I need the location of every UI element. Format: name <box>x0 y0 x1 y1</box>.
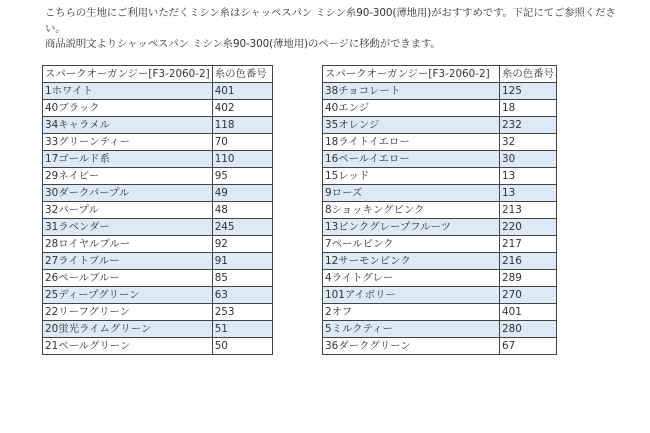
table-row <box>43 219 273 236</box>
thread-number-cell: 245 <box>212 219 272 236</box>
table-row <box>323 304 557 321</box>
color-name-cell: 31ラベンダー <box>43 219 213 236</box>
header-thread-number: 糸の色番号 <box>212 66 272 83</box>
header-product: スパークオーガンジー[F3-2060-2] <box>323 66 500 83</box>
intro-line-2: 商品説明文よりシャッペスパン ミシン糸90-300(薄地用)のページに移動ができます。 <box>45 38 441 50</box>
table-row <box>323 100 557 117</box>
thread-number-cell: 13 <box>500 185 557 202</box>
intro-line-1: こちらの生地にご利用いただくミシン糸はシャッペスパン ミシン糸90-300(薄地用)がおすすめです。下記にてご参照ください。 <box>45 7 616 35</box>
table-row <box>323 338 557 355</box>
color-name-cell: 9ローズ <box>323 185 500 202</box>
thread-number-cell: 232 <box>500 117 557 134</box>
table-row <box>43 270 273 287</box>
color-name-cell: 35オレンジ <box>323 117 500 134</box>
color-name-cell: 12サーモンピンク <box>323 253 500 270</box>
color-name-cell: 30ダークパープル <box>43 185 213 202</box>
thread-number-cell: 270 <box>500 287 557 304</box>
table-row <box>323 83 557 100</box>
table-row <box>43 321 273 338</box>
table-header-row <box>43 66 273 83</box>
table-row <box>43 134 273 151</box>
table-row <box>43 151 273 168</box>
table-row <box>323 270 557 287</box>
color-name-cell: 28ロイヤルブルー <box>43 236 213 253</box>
thread-number-cell: 289 <box>500 270 557 287</box>
color-name-cell: 4ライトグレー <box>323 270 500 287</box>
table-row <box>43 168 273 185</box>
thread-number-cell: 32 <box>500 134 557 151</box>
thread-number-cell: 118 <box>212 117 272 134</box>
thread-number-cell: 51 <box>212 321 272 338</box>
color-name-cell: 1ホワイト <box>43 83 213 100</box>
color-name-cell: 20蛍光ライムグリーン <box>43 321 213 338</box>
color-name-cell: 40ブラック <box>43 100 213 117</box>
color-name-cell: 16ペールイエロー <box>323 151 500 168</box>
color-name-cell: 36ダークグリーン <box>323 338 500 355</box>
table-row <box>43 236 273 253</box>
thread-number-cell: 70 <box>212 134 272 151</box>
color-name-cell: 17ゴールド系 <box>43 151 213 168</box>
thread-number-cell: 49 <box>212 185 272 202</box>
table-row <box>323 253 557 270</box>
table-row <box>323 202 557 219</box>
header-thread-number: 糸の色番号 <box>500 66 557 83</box>
color-name-cell: 26ペールブルー <box>43 270 213 287</box>
table-row <box>323 151 557 168</box>
color-name-cell: 15レッド <box>323 168 500 185</box>
table-row <box>43 100 273 117</box>
color-name-cell: 34キャラメル <box>43 117 213 134</box>
thread-number-cell: 125 <box>500 83 557 100</box>
table-row <box>323 287 557 304</box>
table-row <box>43 304 273 321</box>
table-row <box>323 185 557 202</box>
color-name-cell: 2オフ <box>323 304 500 321</box>
thread-number-cell: 280 <box>500 321 557 338</box>
color-name-cell: 38チョコレート <box>323 83 500 100</box>
table-row <box>43 83 273 100</box>
color-name-cell: 7ペールピンク <box>323 236 500 253</box>
color-name-cell: 21ペールグリーン <box>43 338 213 355</box>
color-name-cell: 22リーフグリーン <box>43 304 213 321</box>
thread-number-cell: 220 <box>500 219 557 236</box>
thread-number-cell: 91 <box>212 253 272 270</box>
color-name-cell: 32パープル <box>43 202 213 219</box>
table-row <box>43 185 273 202</box>
thread-number-cell: 18 <box>500 100 557 117</box>
thread-number-cell: 401 <box>212 83 272 100</box>
color-name-cell: 18ライトイエロー <box>323 134 500 151</box>
thread-number-cell: 213 <box>500 202 557 219</box>
color-name-cell: 13ピンクグレープフルーツ <box>323 219 500 236</box>
color-name-cell: 29ネイビー <box>43 168 213 185</box>
thread-number-cell: 63 <box>212 287 272 304</box>
table-row <box>43 338 273 355</box>
thread-number-cell: 110 <box>212 151 272 168</box>
table-row <box>323 321 557 338</box>
header-product: スパークオーガンジー[F3-2060-2] <box>43 66 213 83</box>
thread-number-cell: 401 <box>500 304 557 321</box>
thread-number-cell: 402 <box>212 100 272 117</box>
thread-number-cell: 30 <box>500 151 557 168</box>
thread-number-cell: 67 <box>500 338 557 355</box>
thread-number-cell: 95 <box>212 168 272 185</box>
thread-number-cell: 13 <box>500 168 557 185</box>
thread-number-cell: 253 <box>212 304 272 321</box>
color-name-cell: 27ライトブルー <box>43 253 213 270</box>
color-name-cell: 101アイボリー <box>323 287 500 304</box>
table-row <box>43 287 273 304</box>
thread-number-cell: 50 <box>212 338 272 355</box>
table-row <box>323 134 557 151</box>
table-row <box>43 253 273 270</box>
table-row <box>323 168 557 185</box>
thread-color-table-right <box>322 65 557 355</box>
color-name-cell: 33グリーンティー <box>43 134 213 151</box>
thread-number-cell: 217 <box>500 236 557 253</box>
table-header-row <box>323 66 557 83</box>
table-row <box>323 219 557 236</box>
table-row <box>43 117 273 134</box>
table-row <box>323 236 557 253</box>
intro-text <box>45 6 635 53</box>
thread-color-table-left <box>42 65 273 355</box>
color-name-cell: 25ディープグリーン <box>43 287 213 304</box>
table-row <box>43 202 273 219</box>
color-name-cell: 8ショッキングピンク <box>323 202 500 219</box>
table-row <box>323 117 557 134</box>
color-name-cell: 40エンジ <box>323 100 500 117</box>
thread-number-cell: 48 <box>212 202 272 219</box>
thread-number-cell: 85 <box>212 270 272 287</box>
thread-number-cell: 92 <box>212 236 272 253</box>
thread-number-cell: 216 <box>500 253 557 270</box>
color-name-cell: 5ミルクティー <box>323 321 500 338</box>
